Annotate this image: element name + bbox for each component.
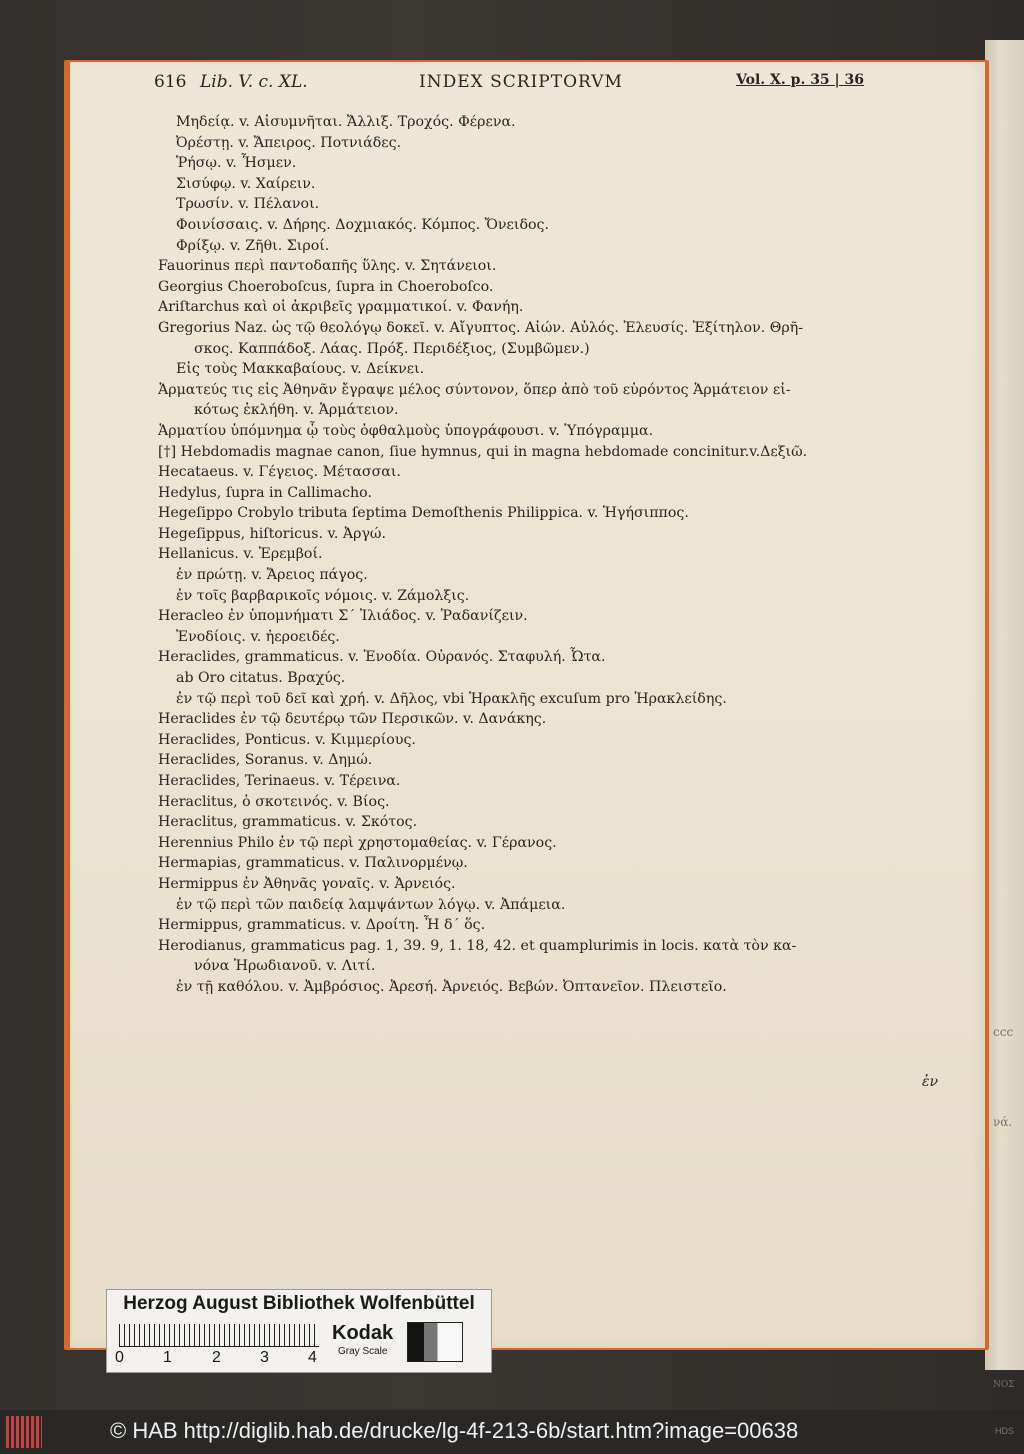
copyright-url[interactable]: © HAB http://diglib.hab.de/drucke/lg-4f-213-6b/start.htm?image=00638: [110, 1418, 799, 1443]
right-page-fragment: νά.: [993, 1115, 1013, 1129]
index-entry: Fauorinus περὶ παντοδαπῆς ὕλης. v. Σητάνειοι.: [158, 258, 497, 275]
index-entry: Georgius Choeroboſcus, ſupra in Choeroboſco.: [158, 278, 494, 295]
footer-mark: HDS: [994, 1426, 1014, 1436]
index-entry: Ἁρματίου ὑπόμνημα ᾧ τοὺς ὀφθαλμοὺς ὑπογράφουσι. v. Ὑπόγραμμα.: [158, 422, 654, 439]
index-entry: Heraclitus, ὁ σκοτεινός. v. Βίος.: [158, 793, 390, 810]
index-entry: ἐν τοῖς βαρβαρικοῖς νόμοις. v. Ζάμολξις.: [176, 587, 470, 604]
index-entry: Ὀρέστῃ. v. Ἄπειρος. Ποτνιάδες.: [176, 134, 402, 151]
index-entry: Ἁρματεύς τις εἰς Ἀθηνᾶν ἔγραψε μέλος σύντονον, ὅπερ ἀπὸ τοῦ εὑρόντος Ἁρμάτειον εἰ-: [158, 381, 791, 398]
index-entry: ἐν τῷ περὶ τοῦ δεῖ καὶ χρή. v. Δῆλος, vbi Ἡρακλῆς excuſum pro Ἡρακλείδης.: [176, 690, 727, 707]
ruler-number: 4: [308, 1349, 317, 1366]
ruler: [119, 1324, 319, 1347]
ruler-number: 2: [212, 1349, 221, 1366]
index-entry: Τρωσίν. v. Πέλανοι.: [176, 196, 320, 213]
index-entry: Hermapias, grammaticus. v. Παλινορμένῳ.: [158, 855, 468, 872]
index-entry: Hedylus, ſupra in Callimacho.: [158, 484, 372, 501]
section-label: Lib. V. c. XL.: [200, 72, 308, 92]
index-entries: [158, 112, 878, 998]
index-entry: ἐν τῷ περὶ τῶν παιδείᾳ λαμψάντων λόγῳ. v. Ἀπάμεια.: [176, 896, 566, 913]
index-entry: σκος. Καππάδοξ. Λάας. Πρόξ. Περιδέξιος, (Συμβῶμεν.): [194, 340, 590, 357]
index-entry: Μηδείᾳ. v. Αἰσυμνῆται. Ἄλλιξ. Τροχός. Φέρενα.: [176, 114, 516, 130]
index-entry: Hegeſippus, hiſtoricus. v. Ἀργώ.: [158, 525, 387, 542]
index-entry: Heraclitus, grammaticus. v. Σκότος.: [158, 814, 418, 831]
index-entry: Heraclides ἐν τῷ δευτέρῳ τῶν Περσικῶν. v. Δανάκης.: [158, 711, 547, 728]
index-entry: ab Oro citatus. Βραχύς.: [176, 670, 346, 687]
library-name: Herzog August Bibliothek Wolfenbüttel: [123, 1293, 475, 1314]
footer-bar: [0, 1410, 1024, 1454]
index-entry: Hegeſippo Crobylo tributa ſeptima Demoſthenis Philippica. v. Ἡγήσιππος.: [158, 505, 689, 522]
ruler-number: 1: [163, 1349, 172, 1366]
right-page-fragment: ΝΟΣ: [993, 1380, 1015, 1390]
index-entry: Hellanicus. v. Ἐρεμβοί.: [158, 546, 323, 563]
kodak-logo: Kodak: [332, 1322, 394, 1344]
index-entry: Herodianus, grammaticus pag. 1, 39. 9, 1. 18, 42. et quamplurimis in locis. κατὰ τὸν κα-: [158, 937, 797, 954]
index-entry: ἐν πρώτῃ. v. Ἄρειος πάγος.: [176, 567, 368, 584]
index-entry: Ῥήσῳ. v. Ἧσμεν.: [176, 155, 297, 172]
index-entry: Heraclides, Soranus. v. Δημώ.: [158, 752, 373, 769]
ruler-number: 3: [260, 1349, 269, 1366]
calibration-card: [106, 1289, 492, 1373]
index-entry: Heraclides, Ponticus. v. Κιμμερίους.: [158, 731, 416, 748]
page-number: 616: [154, 72, 187, 92]
index-entry: ἐν τῇ καθόλου. v. Ἀμβρόσιος. Ἀρεσή. Ἀρνειός. Βεβών. Ὀπτανεῖον. Πλειστεῖο.: [176, 978, 727, 995]
volume-reference: Vol. X. p. 35 | 36: [736, 72, 864, 88]
index-entry: Hermippus, grammaticus. v. Δροίτη. Ἦ δ´ ὅς.: [158, 917, 486, 934]
hab-logo-icon: [6, 1416, 42, 1448]
index-entry: Ἐνοδίοις. v. ἠεροειδές.: [176, 628, 340, 645]
index-entry: Herennius Philo ἐν τῷ περὶ χρηστομαθείας. v. Γέρανος.: [158, 834, 557, 851]
index-entry: Heraclides, Terinaeus. v. Τέρεινα.: [158, 773, 401, 789]
index-entry: Σισύφῳ. v. Χαίρειν.: [176, 175, 316, 192]
page-title: INDEX SCRIPTORVM: [419, 72, 623, 92]
index-entry: [†] Hebdomadis magnae canon, ſiue hymnus, qui in magna hebdomade concinitur.v.Δεξιῶ.: [158, 443, 808, 460]
gray-scale-patch: [407, 1322, 463, 1362]
right-page-fragment: ccc: [993, 1025, 1014, 1039]
catchword: ἐν: [922, 1074, 939, 1090]
index-entry: Hermippus ἐν Ἀθηνᾶς γοναῖς. v. Ἀρνειός.: [158, 875, 456, 892]
index-entry: Φρίξῳ. v. Ζῆθι. Σιροί.: [176, 237, 330, 254]
index-entry: Ariſtarchus καὶ οἱ ἀκριβεῖς γραμματικοί. v. Φανήη.: [158, 299, 524, 316]
index-entry: Hecataeus. v. Γέγειος. Μέτασσαι.: [158, 464, 401, 481]
index-entry: Φοινίσσαις. v. Δήρης. Δοχμιακός. Κόμπος. Ὄνειδος.: [176, 216, 549, 233]
index-entry: Gregorius Naz. ὡς τῷ θεολόγῳ δοκεῖ. v. Αἴγυπτος. Αἰών. Αὐλός. Ἐλευσίς. Ἐξίτηλον. Θρῆ-: [158, 319, 803, 336]
gray-scale-label: Gray Scale: [338, 1346, 388, 1357]
right-page-edge: [985, 40, 1024, 1390]
ruler-number: 0: [115, 1349, 124, 1366]
index-entry: Heraclides, grammaticus. v. Ἐνοδία. Οὐρανός. Σταφυλή. Ὦτα.: [158, 649, 606, 666]
index-entry: Heracleo ἐν ὑπομνήματι Σ´ Ἰλιάδος. v. Ῥαδανίζειν.: [158, 608, 528, 625]
index-entry: κότως ἐκλήθη. v. Ἁρμάτειον.: [194, 402, 399, 419]
index-entry: νόνα Ἡρωδιανοῦ. v. Λιτί.: [194, 958, 376, 975]
page-header: [154, 72, 864, 102]
index-entry: Εἰς τοὺς Μακκαβαίους. v. Δείκνει.: [176, 361, 425, 378]
